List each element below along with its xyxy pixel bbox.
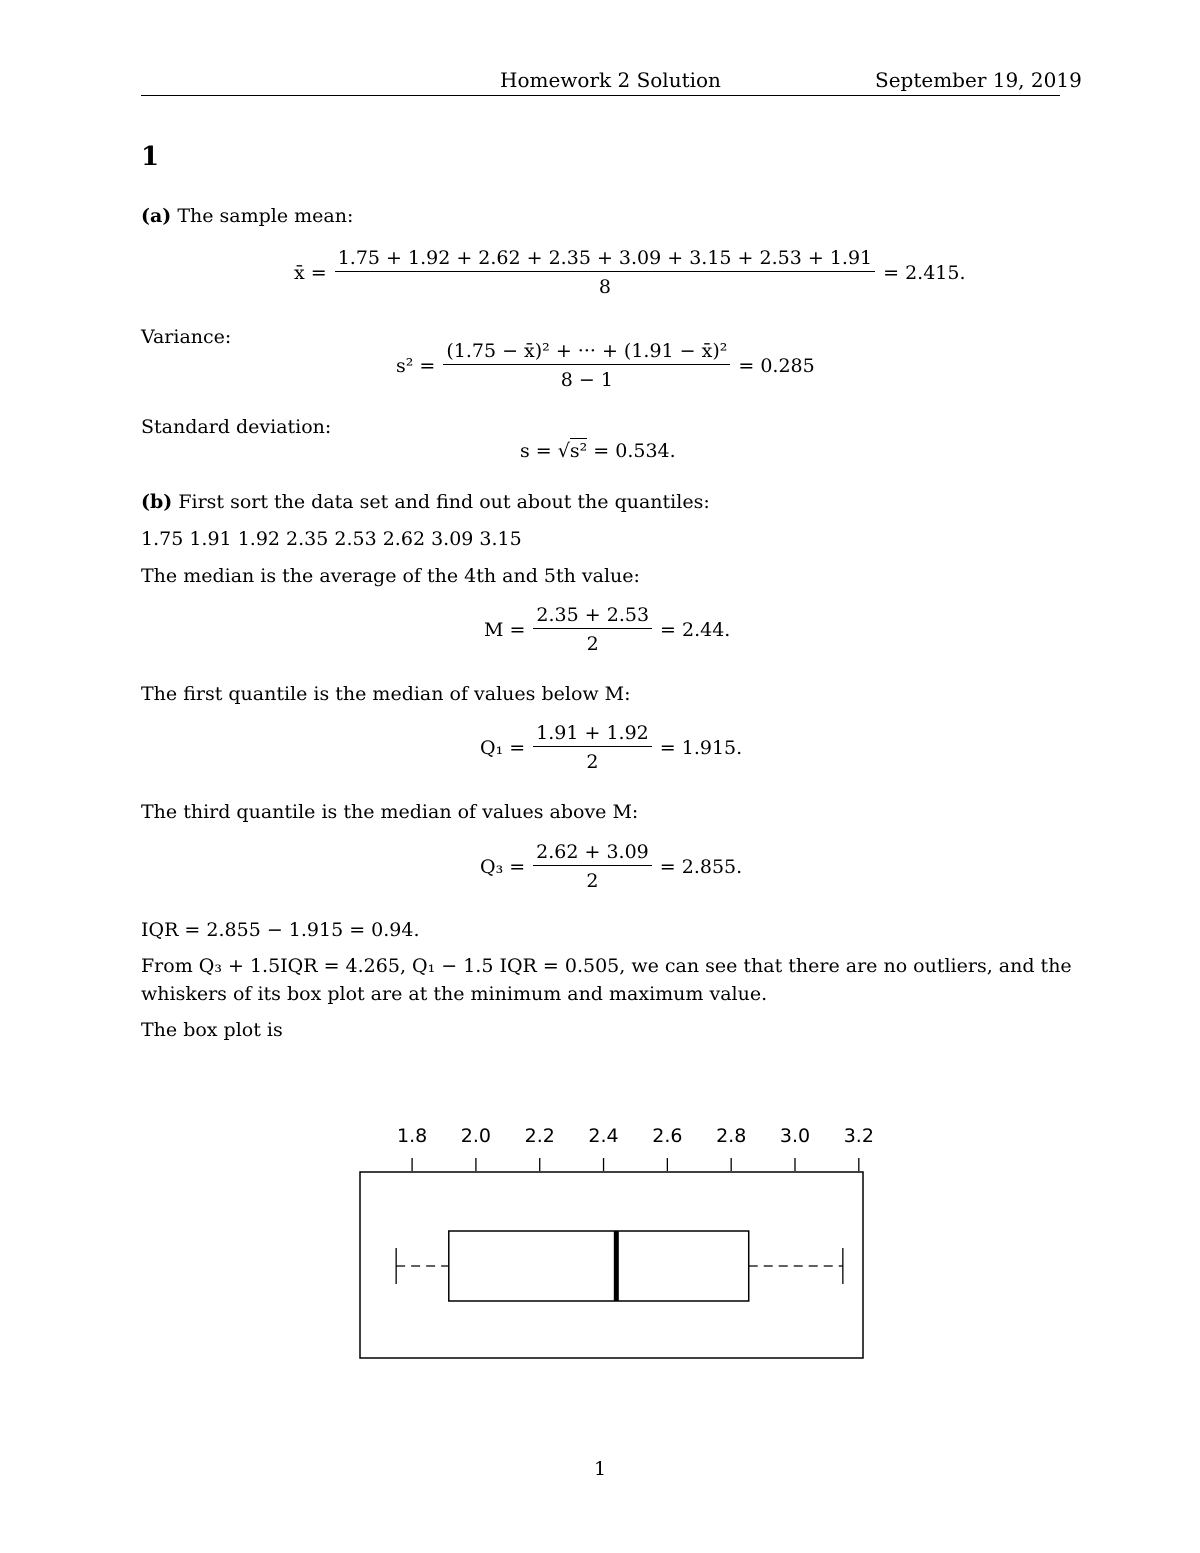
variance-lhs: s² =: [396, 354, 436, 377]
iqr-box: [449, 1231, 749, 1301]
median-result: = 2.44.: [660, 618, 731, 641]
tick-label: 2.0: [460, 1125, 492, 1147]
box-plot-chart: [340, 1110, 880, 1370]
mean-equation: [290, 247, 970, 298]
sd-label: Standard deviation:: [141, 416, 332, 438]
mean-result: = 2.415.: [883, 261, 966, 284]
median-lhs: M =: [484, 618, 526, 641]
boxplot-intro: The box plot is: [141, 1019, 283, 1041]
median-denominator: 2: [586, 633, 599, 655]
tick-label: 2.6: [652, 1125, 683, 1147]
section-number: 1: [141, 142, 160, 172]
q3-numerator: 2.62 + 3.09: [533, 841, 652, 866]
sd-equation: [520, 440, 676, 462]
variance-result: = 0.285: [738, 354, 815, 377]
outlier-line-2: whiskers of its box plot are at the minimum and maximum value.: [141, 983, 768, 1005]
outlier-line-1: From Q₃ + 1.5IQR = 4.265, Q₁ − 1.5 IQR = 0.505, we can see that there are no outliers, and the: [141, 955, 1072, 977]
mean-fraction: [335, 247, 875, 298]
sd-radicand: s²: [569, 440, 588, 462]
sorted-data: 1.75 1.91 1.92 2.35 2.53 2.62 3.09 3.15: [141, 528, 522, 550]
tick-label: 3.0: [779, 1125, 811, 1147]
mean-denominator: 8: [598, 276, 611, 298]
header-rule: [141, 95, 1060, 96]
part-a-text: The sample mean:: [177, 205, 354, 227]
part-a-label: (a): [141, 205, 172, 227]
median-text: The median is the average of the 4th and 5th value:: [141, 565, 640, 587]
mean-lhs: x̄ =: [294, 261, 327, 284]
tick-label: 2.4: [588, 1125, 619, 1147]
q1-equation: [476, 722, 746, 773]
part-b-label: (b): [141, 491, 173, 513]
part-b-text: First sort the data set and find out about the quantiles:: [178, 491, 710, 513]
variance-fraction: [443, 340, 730, 391]
part-b-intro: [141, 491, 710, 513]
q3-lhs: Q₃ =: [480, 855, 526, 878]
q1-lhs: Q₁ =: [480, 736, 526, 759]
q1-denominator: 2: [586, 751, 599, 773]
q1-text: The first quantile is the median of values below M:: [141, 683, 631, 705]
median-equation: [480, 604, 734, 655]
q1-numerator: 1.91 + 1.92: [533, 722, 652, 747]
q3-result: = 2.855.: [659, 855, 743, 878]
tick-label: 2.8: [716, 1125, 747, 1147]
q3-fraction: [533, 841, 652, 892]
header-title: Homework 2 Solution: [500, 68, 721, 92]
tick-label: 1.8: [396, 1125, 428, 1147]
page-number: 1: [594, 1458, 607, 1480]
sd-lhs: s =: [520, 440, 552, 462]
header-date: September 19, 2019: [875, 68, 1082, 92]
q1-result: = 1.915.: [659, 736, 743, 759]
q3-text: The third quantile is the median of values above M:: [141, 801, 639, 823]
iqr-line: IQR = 2.855 − 1.915 = 0.94.: [141, 919, 420, 941]
q1-fraction: [533, 722, 652, 773]
variance-label: Variance:: [141, 326, 232, 348]
sqrt-symbol: √: [557, 440, 570, 462]
part-a-intro: [141, 205, 353, 227]
sd-result: = 0.534.: [593, 440, 676, 462]
variance-equation: [392, 340, 819, 391]
mean-numerator: 1.75 + 1.92 + 2.62 + 2.35 + 3.09 + 3.15 + 2.53 + 1.91: [335, 247, 875, 272]
median-fraction: [533, 604, 652, 655]
q3-equation: [476, 841, 746, 892]
variance-numerator: (1.75 − x̄)² + ··· + (1.91 − x̄)²: [443, 340, 730, 365]
tick-label: 2.2: [524, 1125, 555, 1147]
variance-denominator: 8 − 1: [560, 369, 613, 391]
q3-denominator: 2: [586, 870, 599, 892]
tick-label: 3.2: [843, 1125, 874, 1147]
median-numerator: 2.35 + 2.53: [533, 604, 652, 629]
